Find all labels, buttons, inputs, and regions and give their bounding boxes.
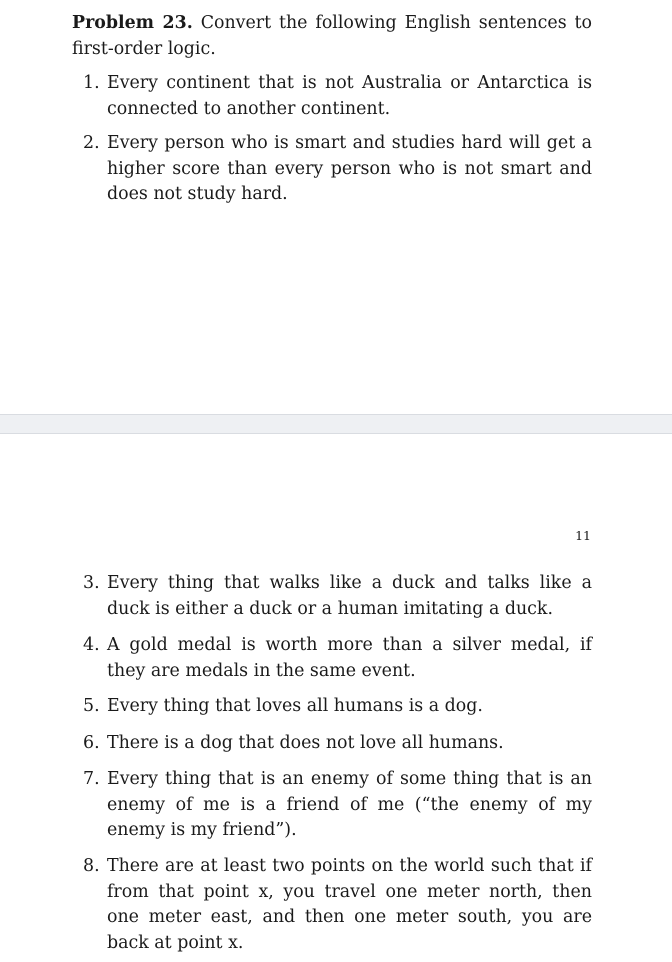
list-item-7	[83, 767, 592, 844]
problem-label: Problem 23.	[72, 13, 193, 33]
item-number: 8.	[83, 856, 100, 876]
item-number: 7.	[83, 769, 100, 789]
item-number: 3.	[83, 573, 100, 593]
item-number: 6.	[83, 733, 100, 753]
list-item-8	[83, 854, 592, 956]
item-number: 2.	[83, 133, 100, 153]
problem-intro-text: Convert the following English sentences to first-order logic.	[72, 13, 592, 59]
item-text: A gold medal is worth more than a silver medal, if they are medals in the same event.	[107, 635, 592, 681]
item-text: There is a dog that does not love all humans.	[107, 733, 504, 753]
page-top	[0, 0, 672, 414]
item-text: There are at least two points on the world such that if from that point x, you travel one meter north, then one meter east, and then one meter south, you are back at point x.	[107, 856, 592, 953]
item-text: Every thing that walks like a duck and talks like a duck is either a duck or a human imitating a duck.	[107, 573, 592, 619]
page-bottom	[0, 434, 672, 962]
item-number: 1.	[83, 73, 100, 93]
item-text: Every person who is smart and studies hard will get a higher score than every person who is not smart and does not study hard.	[107, 133, 592, 204]
page-number: 11	[575, 528, 591, 543]
page-separator	[0, 414, 672, 434]
list-item-1	[83, 71, 592, 122]
list-item-4	[83, 633, 592, 684]
item-text: Every thing that loves all humans is a dog.	[107, 696, 483, 716]
list-item-5	[83, 694, 592, 720]
list-item-6	[83, 731, 592, 757]
problem-statement	[72, 11, 592, 62]
item-text: Every thing that is an enemy of some thing that is an enemy of me is a friend of me (“the enemy of my enemy is my friend”).	[107, 769, 592, 840]
list-item-2	[83, 131, 592, 208]
list-item-3	[83, 571, 592, 622]
item-number: 5.	[83, 696, 100, 716]
item-text: Every continent that is not Australia or Antarctica is connected to another continent.	[107, 73, 592, 119]
item-number: 4.	[83, 635, 100, 655]
